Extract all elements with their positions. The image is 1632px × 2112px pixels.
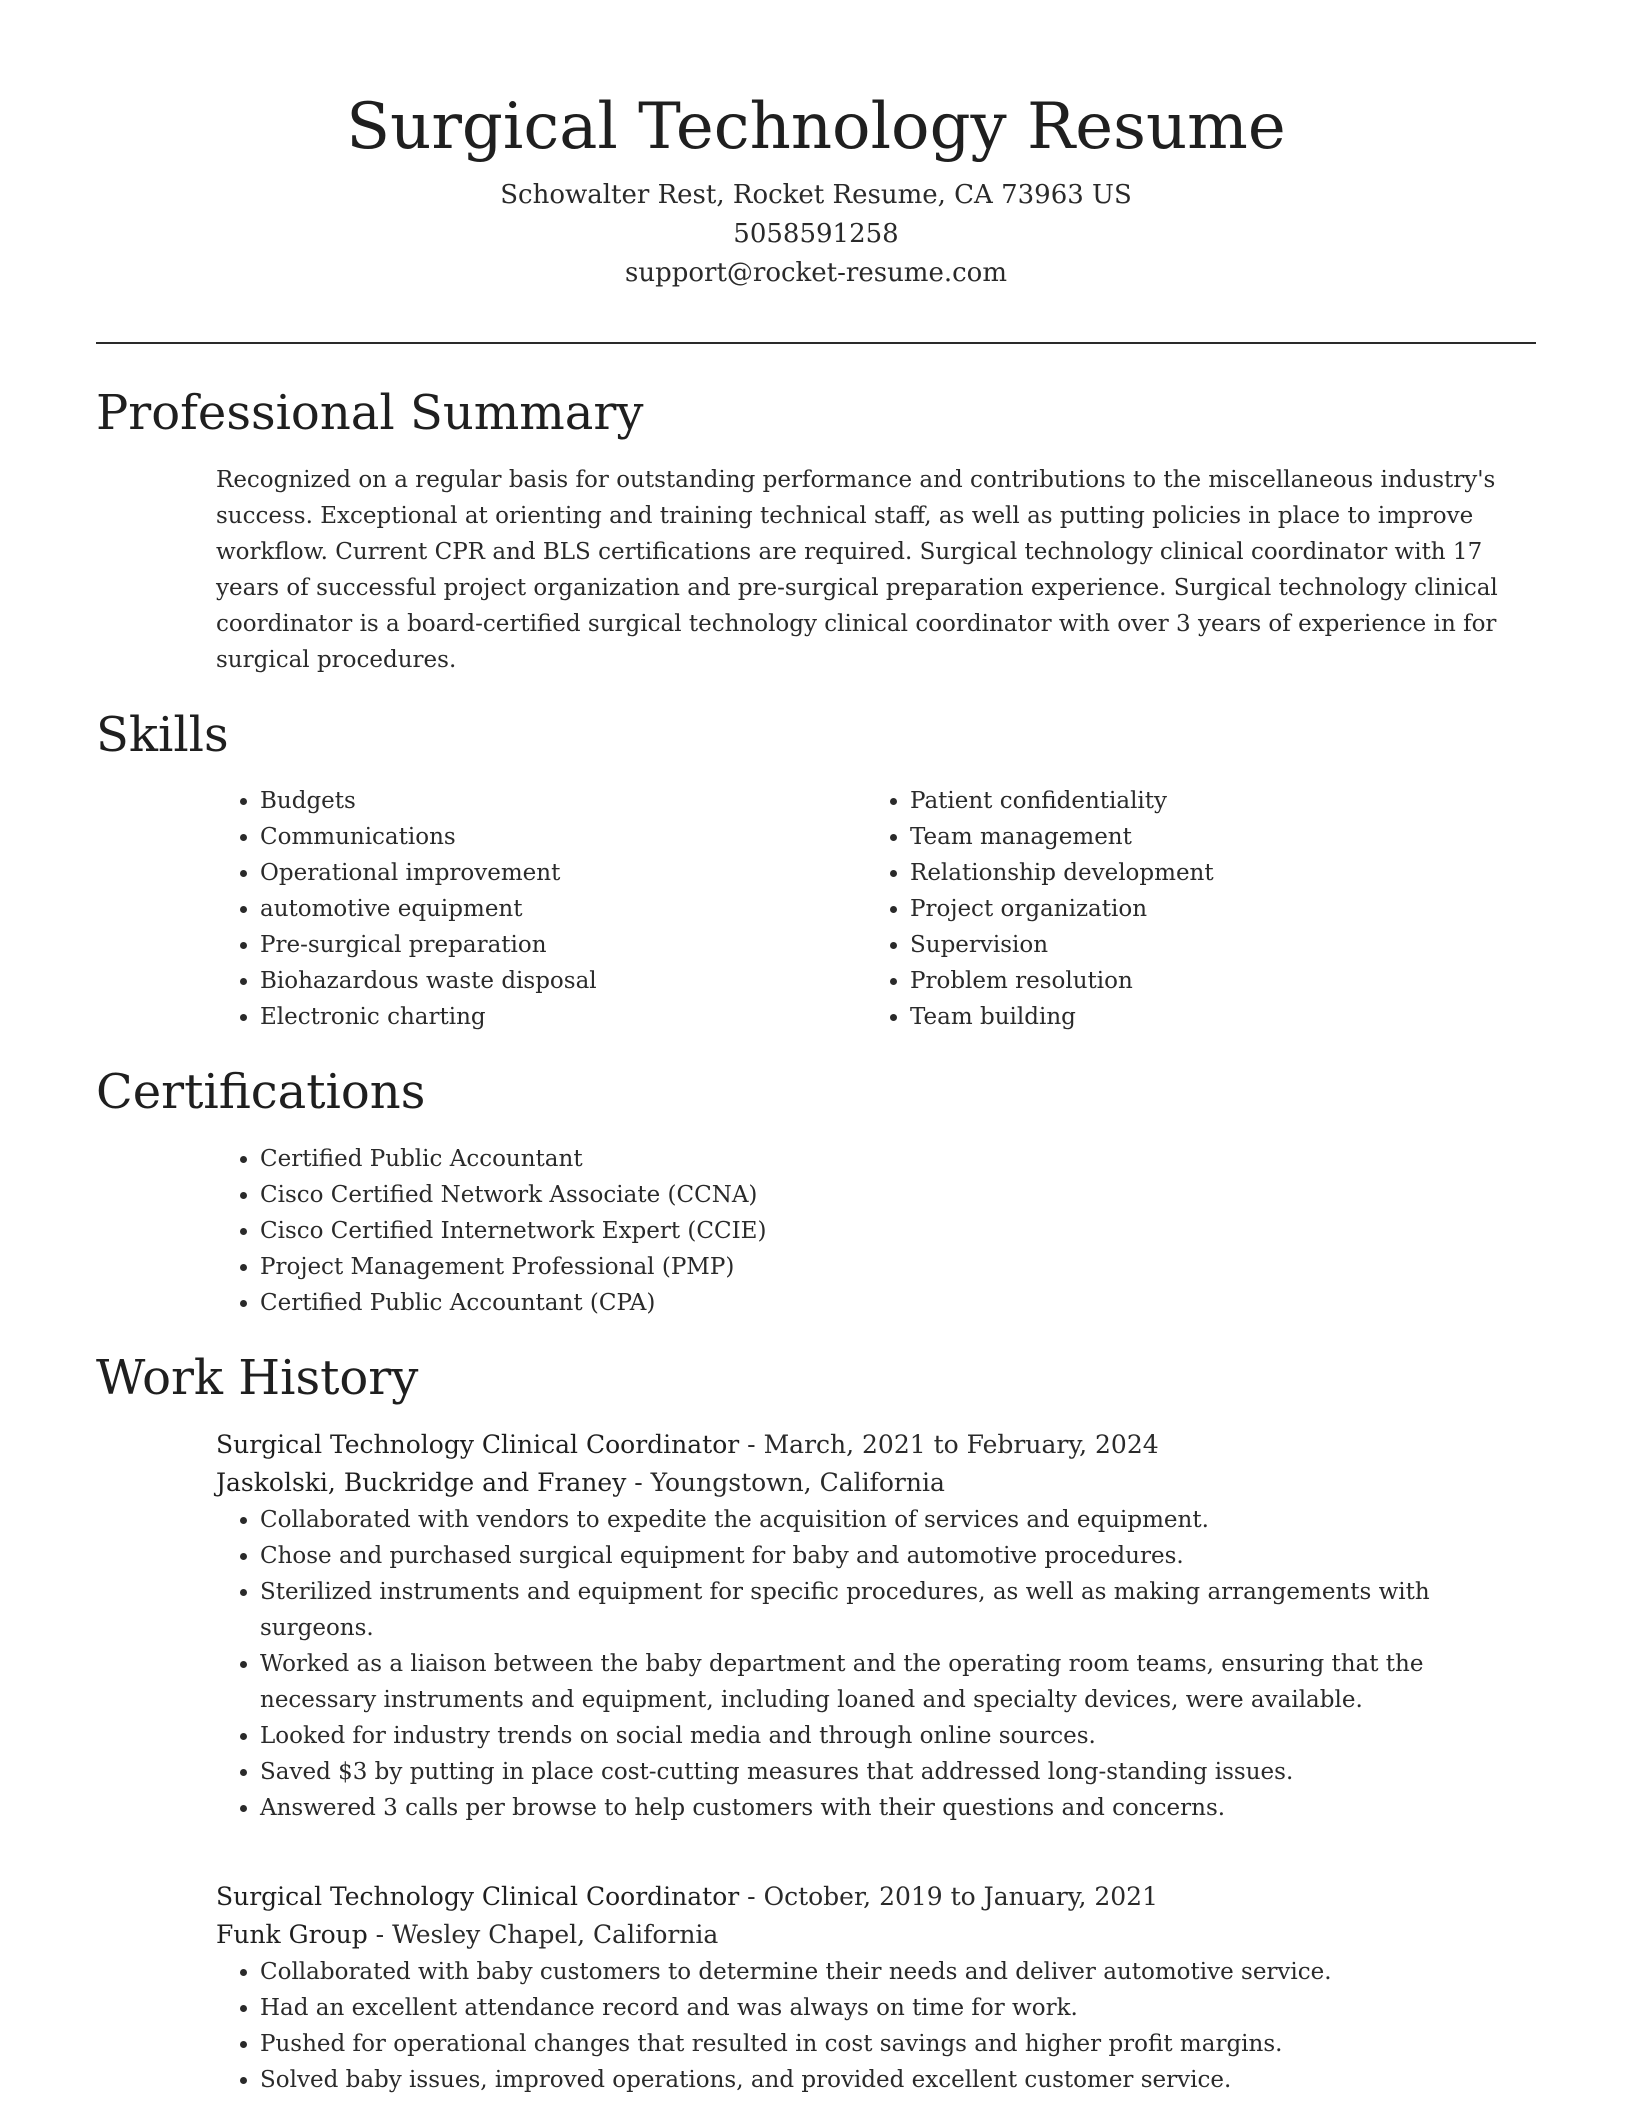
job-duty: • Had an excellent attendance record and was always on time for work. — [260, 1990, 1536, 2026]
job-company: Funk Group — [216, 1920, 368, 1949]
job-company-line — [216, 1916, 1536, 1954]
contact-email: support@rocket-resume.com — [624, 258, 1007, 288]
skill-item: • Budgets — [260, 783, 836, 819]
job-duty: • Looked for industry trends on social media and through online sources. — [260, 1718, 1536, 1754]
job-dates: - March, 2021 to February, 2024 — [739, 1430, 1159, 1459]
job-duty: • Saved $3 by putting in place cost-cutting measures that addressed long-standing issues. — [260, 1754, 1536, 1790]
skill-item: • Relationship development — [910, 855, 1486, 891]
job-duties-list — [216, 1954, 1536, 2098]
job-entry — [216, 1426, 1536, 1826]
certifications-list-wrap — [216, 1141, 1536, 1321]
resume-title: Surgical Technology Resume — [346, 90, 1286, 164]
skill-item: • Pre-surgical preparation — [260, 927, 836, 963]
certification-item: • Cisco Certified Internetwork Expert (CCIE) — [260, 1213, 1536, 1249]
certification-item: • Cisco Certified Network Associate (CCNA) — [260, 1177, 1536, 1213]
contact-phone: 5058591258 — [733, 219, 899, 249]
job-company: Jaskolski, Buckridge and Franey — [216, 1468, 627, 1497]
header-divider — [96, 342, 1536, 344]
skill-item: • Communications — [260, 819, 836, 855]
skill-item: • Supervision — [910, 927, 1486, 963]
summary-heading: Professional Summary — [96, 385, 644, 441]
job-role: Surgical Technology Clinical Coordinator — [216, 1430, 740, 1459]
summary-text: Recognized on a regular basis for outstanding performance and contributions to the miscellaneous industry's success. Exceptional at orienting and training technical staff, as well as putting policies in place to improve workflow. Current CPR and BLS certifications are required. Surgical technology clinical coordinator with 17 years of successful project organization and pre-surgical preparation experience. Surgical technology clinical coordinator is a board-certified surgical technology clinical coordinator with over 3 years of experience in for surgical procedures. — [216, 467, 1498, 673]
job-duty: • Solved baby issues, improved operations, and provided excellent customer service. — [260, 2062, 1536, 2098]
resume-header — [0, 82, 1632, 293]
job-duty: • Collaborated with vendors to expedite the acquisition of services and equipment. — [260, 1502, 1536, 1538]
skills-left-list — [216, 783, 836, 1035]
skills-heading: Skills — [96, 707, 229, 763]
job-title-line — [216, 1878, 1536, 1916]
skill-item: • Biohazardous waste disposal — [260, 963, 836, 999]
certifications-list — [216, 1141, 1536, 1321]
skill-item: • Team management — [910, 819, 1486, 855]
job-duty: • Chose and purchased surgical equipment for baby and automotive procedures. — [260, 1538, 1536, 1574]
job-dates: - October, 2019 to January, 2021 — [739, 1882, 1158, 1911]
skill-item: • Patient confidentiality — [910, 783, 1486, 819]
skill-item: • Operational improvement — [260, 855, 836, 891]
work-history-heading: Work History — [96, 1350, 419, 1406]
skill-item: • Project organization — [910, 891, 1486, 927]
skill-item: • Problem resolution — [910, 963, 1486, 999]
skills-right-column — [866, 783, 1486, 1035]
job-duty: • Answered 3 calls per browse to help customers with their questions and concerns. — [260, 1790, 1536, 1826]
job-role: Surgical Technology Clinical Coordinator — [216, 1882, 740, 1911]
job-duty: • Worked as a liaison between the baby department and the operating room teams, ensuring that the necessary instruments and equipment, including loaned and specialty devices, were available. — [260, 1646, 1536, 1718]
certification-item: • Certified Public Accountant — [260, 1141, 1536, 1177]
contact-address: Schowalter Rest, Rocket Resume, CA 73963 US — [500, 180, 1132, 210]
skills-right-list — [866, 783, 1486, 1035]
skill-item: • Team building — [910, 999, 1486, 1035]
skill-item: • automotive equipment — [260, 891, 836, 927]
job-title-line — [216, 1426, 1536, 1464]
job-company-line — [216, 1464, 1536, 1502]
job-location: - Wesley Chapel, California — [367, 1920, 719, 1949]
certification-item: • Certified Public Accountant (CPA) — [260, 1285, 1536, 1321]
certification-item: • Project Management Professional (PMP) — [260, 1249, 1536, 1285]
skill-item: • Electronic charting — [260, 999, 836, 1035]
job-duty: • Pushed for operational changes that resulted in cost savings and higher profit margins. — [260, 2026, 1536, 2062]
skills-left-column — [216, 783, 836, 1035]
job-duty: • Collaborated with baby customers to determine their needs and deliver automotive service. — [260, 1954, 1536, 1990]
job-entry — [216, 1878, 1536, 2098]
certifications-heading: Certifications — [96, 1064, 426, 1120]
job-duty: • Sterilized instruments and equipment for specific procedures, as well as making arrangements with surgeons. — [260, 1574, 1536, 1646]
job-location: - Youngstown, California — [626, 1468, 945, 1497]
job-duties-list — [216, 1502, 1536, 1826]
